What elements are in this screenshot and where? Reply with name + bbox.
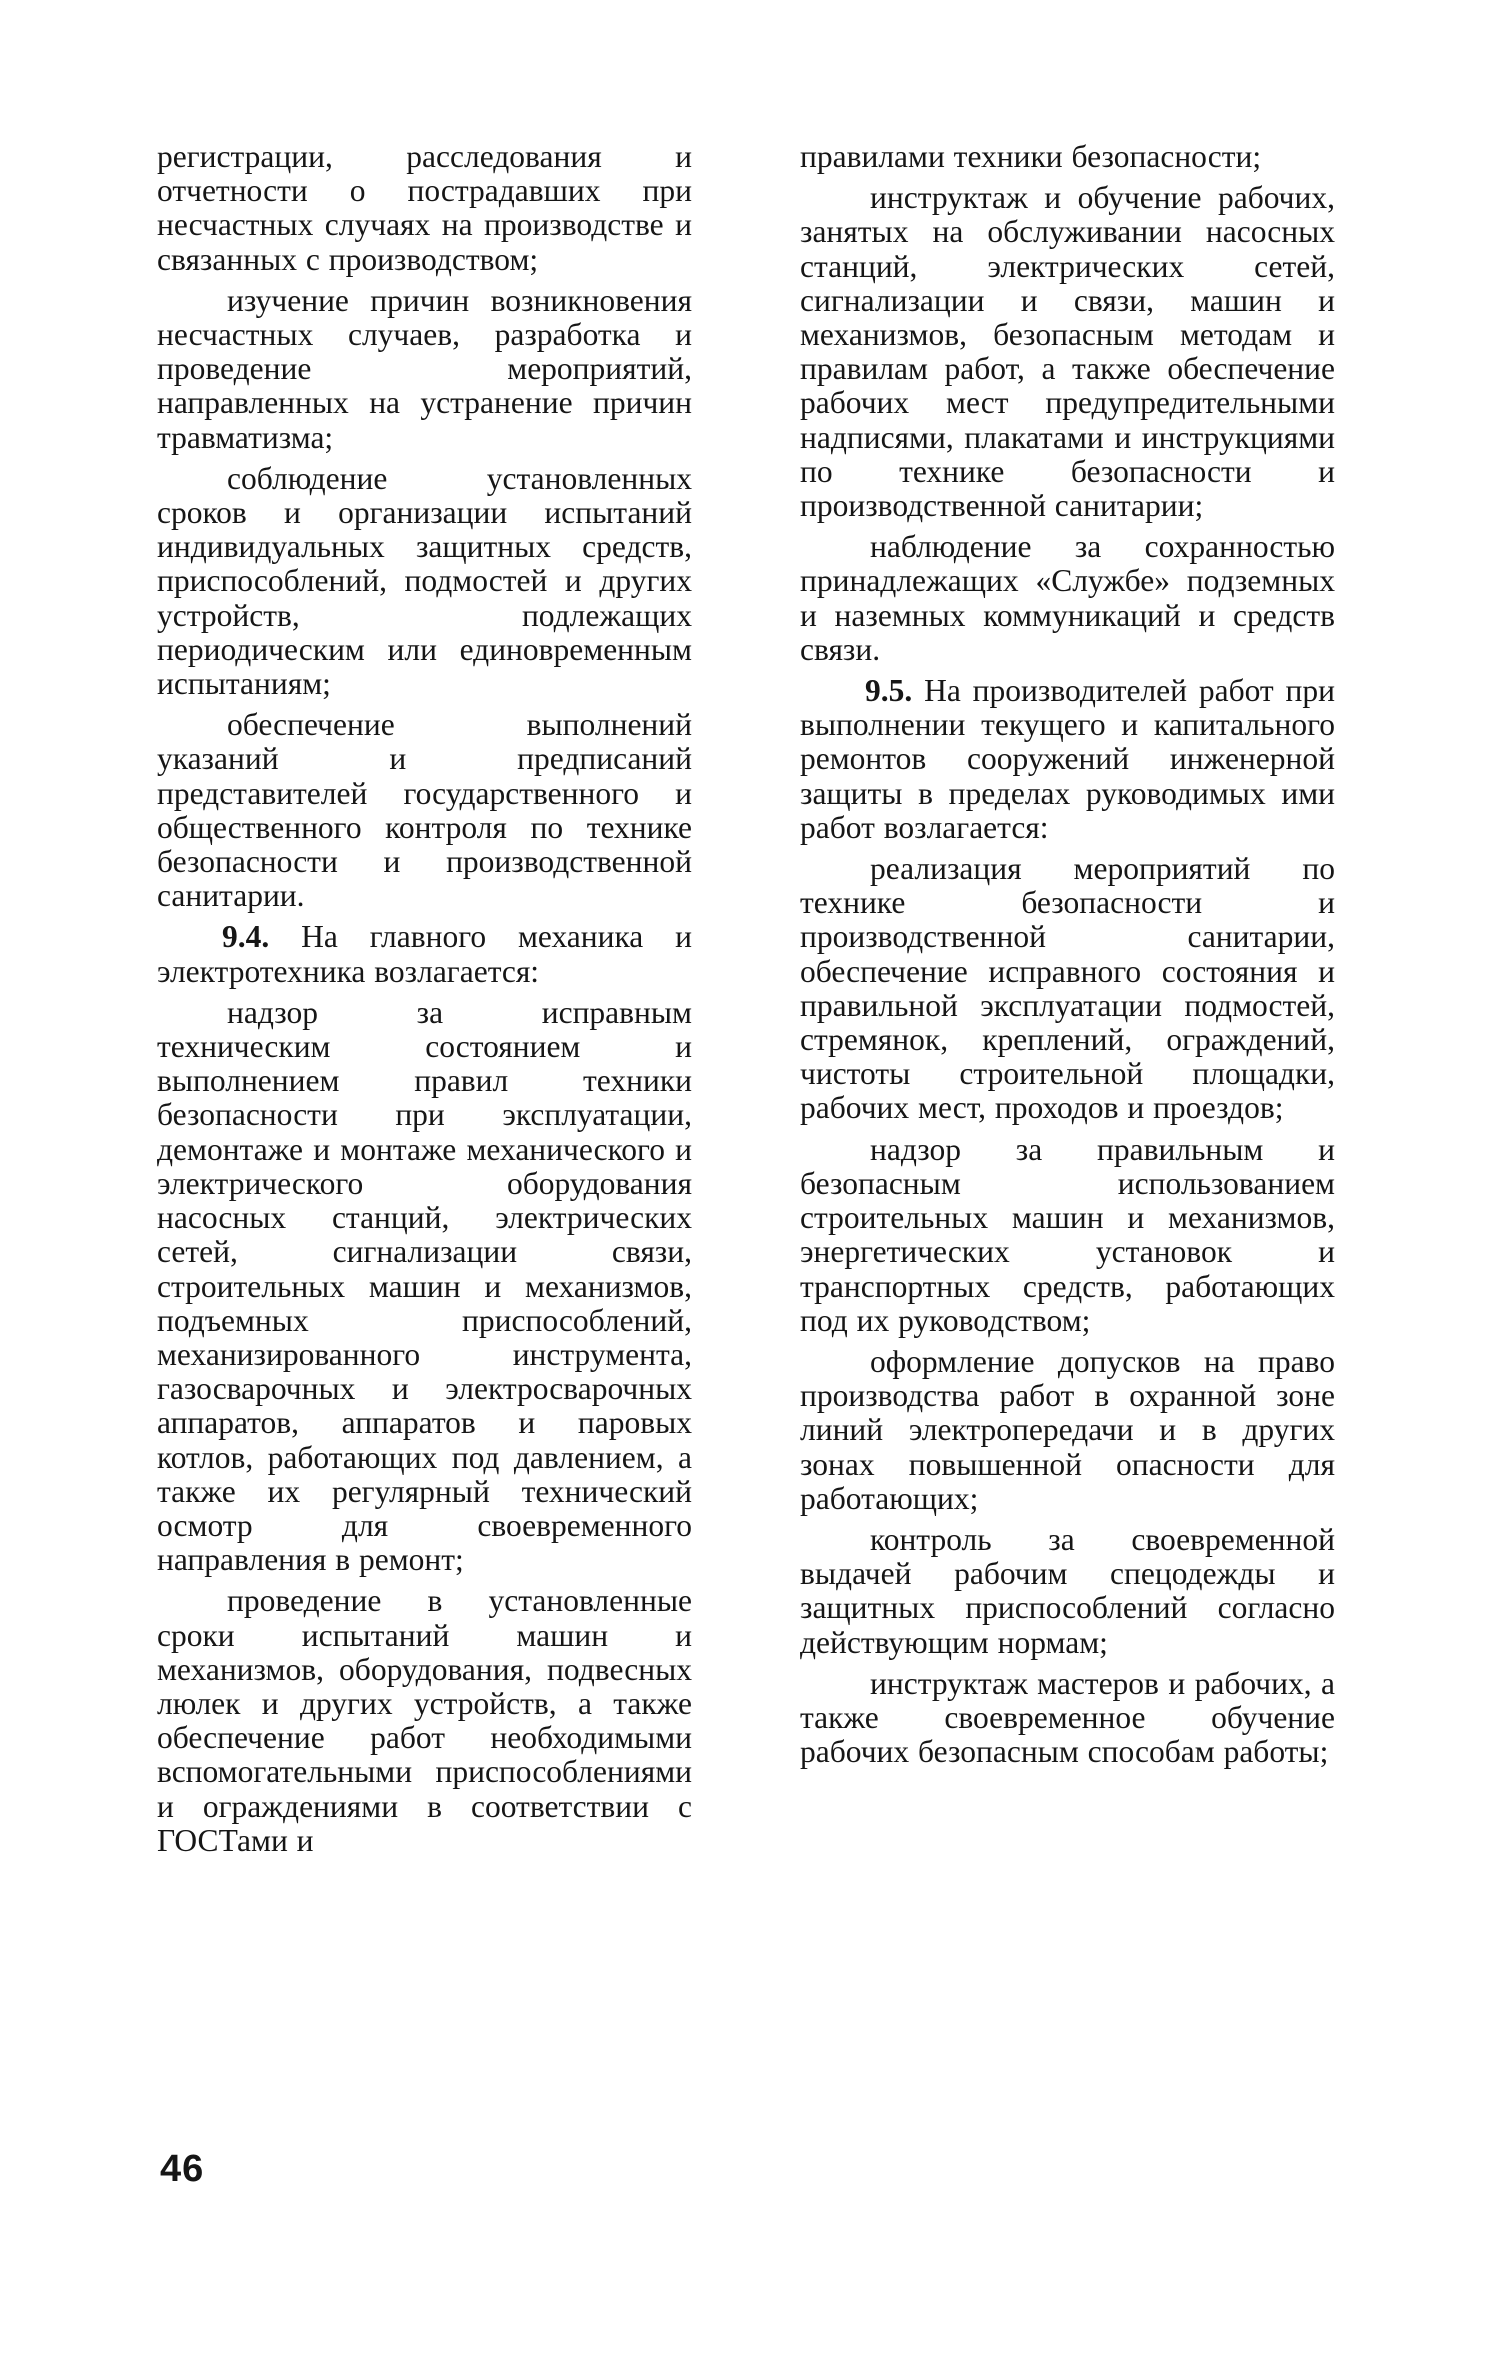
right-paragraph-1: правилами техники безопасности; <box>800 139 1262 174</box>
right-paragraph-6: оформление допусков на право производства работ в охранной зоне линий электропередачи и в других зонах повышенной опасности для работающих; <box>800 1343 1335 1516</box>
section-9-5-number: 9.5. <box>865 673 913 709</box>
right-paragraph-3: наблюдение за сохранностью принадлежащих «Службе» подземных и наземных коммуникаций и средств связи. <box>800 529 1335 667</box>
right-paragraph-5: надзор за правильным и безопасным использованием строительных машин и механизмов, энергетических установок и транспортных средств, работающих под их руководством; <box>800 1131 1335 1338</box>
left-paragraph-3: соблюдение установленных сроков и организации испытаний индивидуальных защитных средств, приспособлений, подмостей и других устройств, подлежащих периодическим или единовременным испытаниям; <box>157 460 692 702</box>
right-paragraph-8: инструктаж мастеров и рабочих, а также своевременное обучение рабочих безопасным способам работы; <box>800 1665 1335 1770</box>
left-paragraph-2: изучение причин возникновения несчастных случаев, разработка и проведение мероприятий, направленных на устранение причин травматизма; <box>157 282 692 455</box>
right-paragraph-7: контроль за своевременной выдачей рабочим спецодежды и защитных приспособлений согласно действующим нормам; <box>800 1521 1335 1660</box>
right-paragraph-4: реализация мероприятий по технике безопасности и производственной санитарии, обеспечение исправного состояния и правильной эксплуатации подмостей, стремянок, креплений, ограждений, чистоты строительной площадки, рабочих мест, проходов и проездов; <box>800 851 1335 1126</box>
section-9-4-text: На главного механика и электротехника возлагается: <box>157 919 692 989</box>
page-number: 46 <box>160 2148 205 2190</box>
left-paragraph-4: обеспечение выполнений указаний и предписаний представителей государственного и общественного контроля по технике безопасности и производственной санитарии. <box>157 707 692 914</box>
section-9-4 <box>157 920 692 988</box>
section-9-5-text: На производителей работ при выполнении текущего и капитального ремонтов сооружений инженерной защиты в пределах руководимых ими работ возлагается: <box>800 673 1336 845</box>
left-column <box>157 140 692 1865</box>
section-9-4-number: 9.4. <box>222 919 270 955</box>
section-9-5 <box>800 674 1335 845</box>
right-column <box>800 140 1335 1776</box>
left-paragraph-6: проведение в установленные сроки испытаний машин и механизмов, оборудования, подвесных люлек и других устройств, а также обеспечение работ необходимыми вспомогательными приспособлениями и ограждениями в соответствии с ГОСТами и <box>157 1583 692 1858</box>
left-paragraph-1: регистрации, расследования и отчетности о пострадавших при несчастных случаях на производстве и связанных с производством; <box>157 139 692 277</box>
right-paragraph-2: инструктаж и обучение рабочих, занятых на обслуживании насосных станций, электрических сетей, сигнализации и связи, машин и механизмов, безопасным методам и правилам работ, а также обеспечение рабочих мест предупредительными надписями, плакатами и инструкциями по технике безопасности и производственной санитарии; <box>800 180 1335 524</box>
left-paragraph-5: надзор за исправным техническим состоянием и выполнением правил техники безопасности при эксплуатации, демонтаже и монтаже механического и электрического оборудования насосных станций, электрических сетей, сигнализации связи, строительных машин и механизмов, подъемных приспособлений, механизированного инструмента, газосварочных и электросварочных аппаратов, аппаратов и паровых котлов, работающих под давлением, а также их регулярный технический осмотр для своевременного направления в ремонт; <box>157 994 692 1578</box>
